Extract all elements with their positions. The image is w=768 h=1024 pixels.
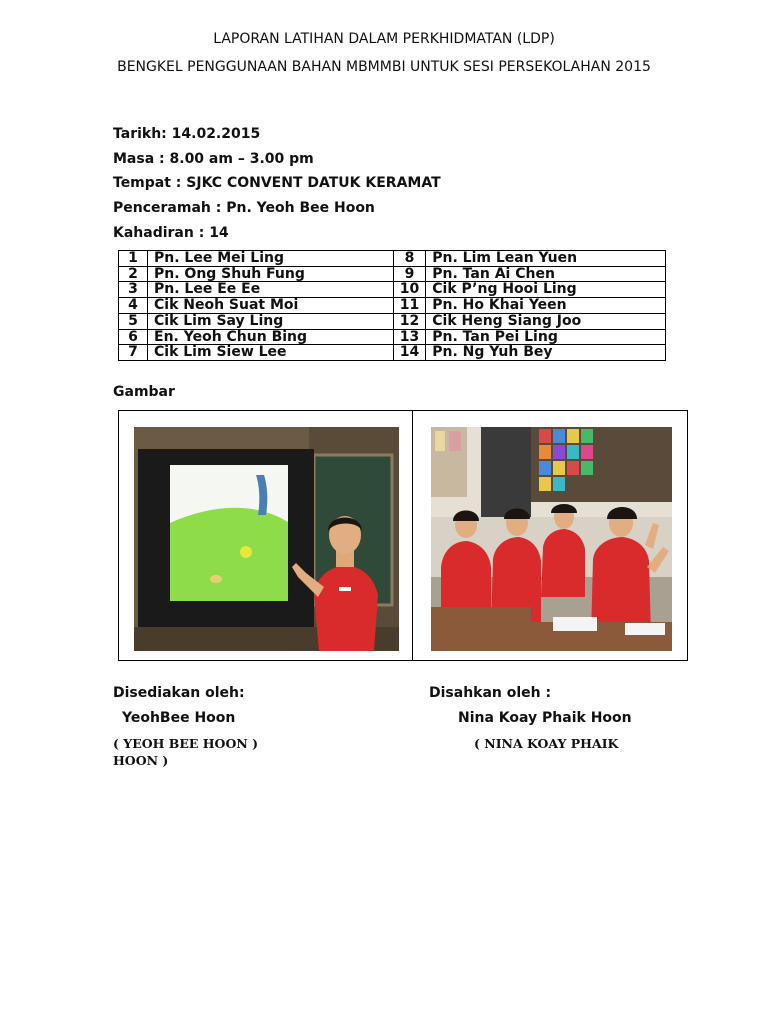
attendee-name: Cik Neoh Suat Moi [148,298,394,314]
attendee-number: 10 [393,282,425,298]
attendee-name: Cik Lim Siew Lee [148,345,394,361]
photo-divider [412,411,413,660]
table-row [119,345,666,361]
attendee-name: Pn. Tan Pei Ling [426,329,666,345]
table-row [119,282,666,298]
attendee-number: 13 [393,329,425,345]
approved-by-caps: ( NINA KOAY PHAIK [474,736,619,751]
attendance-table [118,250,666,361]
prepared-by-label: Disediakan oleh: [113,685,245,701]
attendee-name: Pn. Ho Khai Yeen [426,298,666,314]
attendee-number: 1 [119,251,148,267]
attendee-number: 14 [393,345,425,361]
report-title: LAPORAN LATIHAN DALAM PERKHIDMATAN (LDP) [213,31,555,47]
attendee-number: 4 [119,298,148,314]
attendee-name: Pn. Lee Mei Ling [148,251,394,267]
date-field: Tarikh: 14.02.2015 [113,126,261,142]
table-row [119,313,666,329]
photo-presenter-at-screen [134,427,399,651]
attendee-number: 8 [393,251,425,267]
attendee-name: Cik Lim Say Ling [148,313,394,329]
approved-by-name: Nina Koay Phaik Hoon [458,710,632,726]
attendee-name: Pn. Ng Yuh Bey [426,345,666,361]
attendee-number: 11 [393,298,425,314]
venue-field: Tempat : SJKC CONVENT DATUK KERAMAT [113,175,441,191]
approved-by-label: Disahkan oleh : [429,685,552,701]
speaker-field: Penceramah : Pn. Yeoh Bee Hoon [113,200,375,216]
attendee-name: Pn. Lee Ee Ee [148,282,394,298]
photo-participants-classroom [431,427,672,651]
attendee-name: Pn. Ong Shuh Fung [148,266,394,282]
attendee-name: Pn. Lim Lean Yuen [426,251,666,267]
table-row [119,251,666,267]
attendee-number: 3 [119,282,148,298]
attendee-name: En. Yeoh Chun Bing [148,329,394,345]
attendee-name: Cik Heng Siang Joo [426,313,666,329]
table-row [119,329,666,345]
table-row [119,266,666,282]
attendance-count: Kahadiran : 14 [113,225,229,241]
attendee-number: 7 [119,345,148,361]
table-row [119,298,666,314]
attendee-number: 6 [119,329,148,345]
attendee-name: Cik P’ng Hooi Ling [426,282,666,298]
report-subtitle: BENGKEL PENGGUNAAN BAHAN MBMMBI UNTUK SESI PERSEKOLAHAN 2015 [117,59,651,75]
prepared-by-name: YeohBee Hoon [122,710,236,726]
photos-label: Gambar [113,384,175,400]
attendee-number: 2 [119,266,148,282]
attendee-name: Pn. Tan Ai Chen [426,266,666,282]
prepared-by-caps-line2: HOON ) [113,753,169,768]
attendee-number: 9 [393,266,425,282]
attendee-number: 12 [393,313,425,329]
attendee-number: 5 [119,313,148,329]
time-field: Masa : 8.00 am – 3.00 pm [113,151,314,167]
photo-frame [118,410,688,661]
prepared-by-caps-line1: ( YEOH BEE HOON ) [113,736,259,751]
